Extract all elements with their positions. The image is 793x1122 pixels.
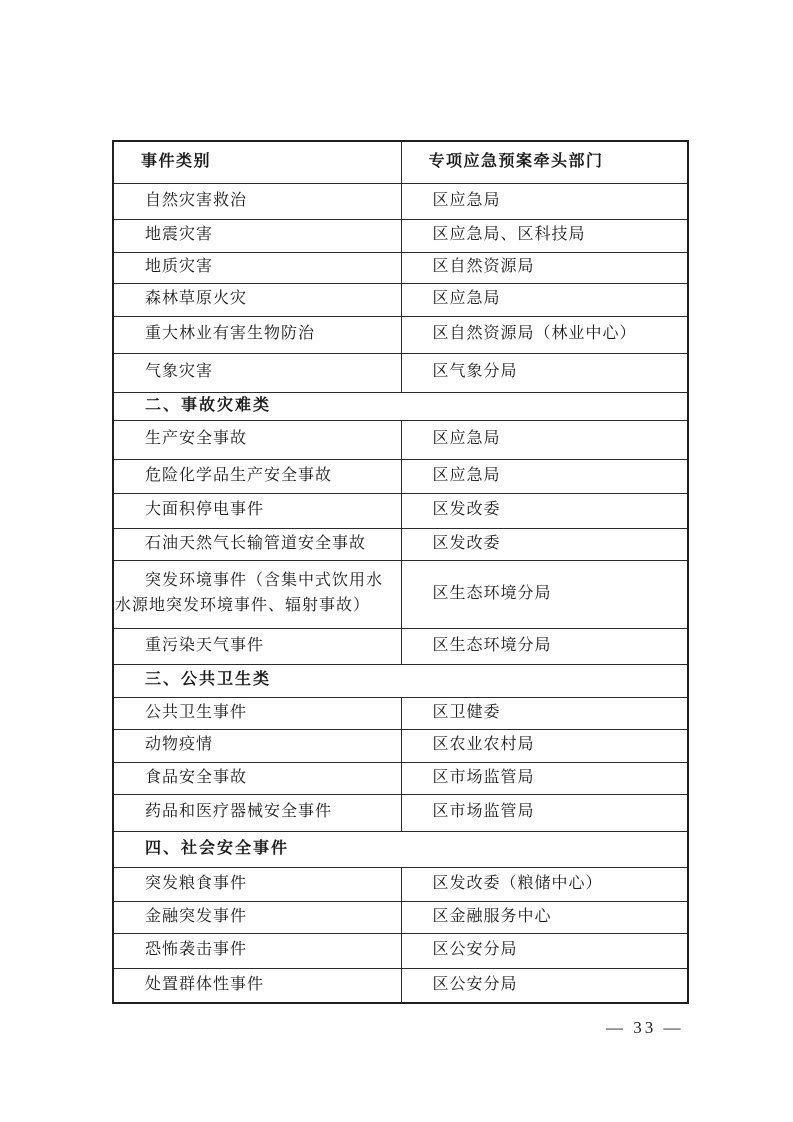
- dept-cell: 区生态环境分局: [401, 628, 688, 664]
- dept-cell: 区气象分局: [401, 353, 688, 392]
- event-cell: 重污染天气事件: [113, 628, 401, 664]
- event-cell: 生产安全事故: [113, 420, 401, 459]
- table-row: [113, 183, 688, 219]
- table-row: [113, 794, 688, 831]
- table-row: [113, 867, 688, 901]
- dept-cell: 区发改委（粮储中心）: [401, 867, 688, 901]
- event-cell: 石油天然气长输管道安全事故: [113, 528, 401, 560]
- table-row: [113, 528, 688, 560]
- emergency-plan-table: [112, 140, 689, 1004]
- table-row: [113, 933, 688, 968]
- dept-cell: 区应急局: [401, 183, 688, 219]
- section-header-row: [113, 392, 688, 420]
- table-row: [113, 316, 688, 353]
- page-number: — 33 —: [606, 1018, 684, 1037]
- dept-cell: 区发改委: [401, 493, 688, 528]
- dept-cell: 区市场监管局: [401, 762, 688, 794]
- section-header-row: [113, 664, 688, 697]
- table-row: [113, 459, 688, 493]
- table-row: [113, 762, 688, 794]
- event-cell: 森林草原火灾: [113, 283, 401, 316]
- table-row: [113, 560, 688, 628]
- event-cell: 重大林业有害生物防治: [113, 316, 401, 353]
- dept-cell: 区发改委: [401, 528, 688, 560]
- column-header-event-category: 事件类别: [113, 141, 401, 183]
- dept-cell: 区应急局: [401, 283, 688, 316]
- table-row: [113, 628, 688, 664]
- section-title-social-security: 四、社会安全事件: [113, 831, 688, 867]
- table-row: [113, 901, 688, 933]
- dept-cell: 区应急局: [401, 459, 688, 493]
- section-title-public-health: 三、公共卫生类: [113, 664, 688, 697]
- column-header-lead-department: 专项应急预案牵头部门: [401, 141, 688, 183]
- event-cell: 食品安全事故: [113, 762, 401, 794]
- dept-cell: 区卫健委: [401, 697, 688, 729]
- dept-cell: 区应急局: [401, 420, 688, 459]
- table-row: [113, 729, 688, 762]
- event-cell: 自然灾害救治: [113, 183, 401, 219]
- event-cell: 气象灾害: [113, 353, 401, 392]
- table-row: [113, 697, 688, 729]
- table-row: [113, 252, 688, 283]
- table-row: [113, 493, 688, 528]
- dept-cell: 区生态环境分局: [401, 560, 688, 628]
- dept-cell: 区公安分局: [401, 968, 688, 1003]
- table-row: [113, 353, 688, 392]
- table-row: [113, 420, 688, 459]
- event-cell: 处置群体性事件: [113, 968, 401, 1003]
- dept-cell: 区自然资源局: [401, 252, 688, 283]
- event-cell: 危险化学品生产安全事故: [113, 459, 401, 493]
- dept-cell: 区市场监管局: [401, 794, 688, 831]
- event-cell: 金融突发事件: [113, 901, 401, 933]
- table-row: [113, 283, 688, 316]
- dept-cell: 区农业农村局: [401, 729, 688, 762]
- dept-cell: 区金融服务中心: [401, 901, 688, 933]
- event-cell: 突发粮食事件: [113, 867, 401, 901]
- dept-cell: 区自然资源局（林业中心）: [401, 316, 688, 353]
- section-title-accident-disaster: 二、事故灾难类: [113, 392, 688, 420]
- event-cell: 地震灾害: [113, 219, 401, 252]
- event-cell: 动物疫情: [113, 729, 401, 762]
- event-cell: 突发环境事件（含集中式饮用水水源地突发环境事件、辐射事故）: [113, 560, 401, 628]
- event-cell: 恐怖袭击事件: [113, 933, 401, 968]
- dept-cell: 区公安分局: [401, 933, 688, 968]
- event-cell: 大面积停电事件: [113, 493, 401, 528]
- event-cell: 公共卫生事件: [113, 697, 401, 729]
- table-header-row: [113, 141, 688, 183]
- section-header-row: [113, 831, 688, 867]
- dept-cell: 区应急局、区科技局: [401, 219, 688, 252]
- event-cell: 药品和医疗器械安全事件: [113, 794, 401, 831]
- event-cell: 地质灾害: [113, 252, 401, 283]
- table-row: [113, 219, 688, 252]
- table-row: [113, 968, 688, 1003]
